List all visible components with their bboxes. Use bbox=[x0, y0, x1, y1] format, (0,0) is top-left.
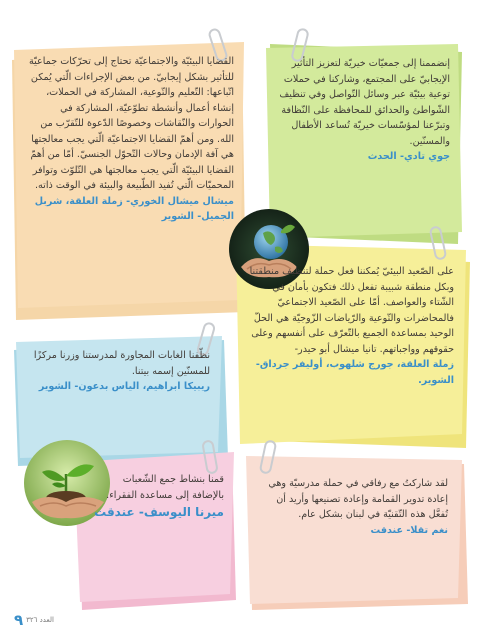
note-charity-campaigns bbox=[278, 56, 450, 226]
note-helping-the-poor bbox=[90, 472, 224, 590]
note-body: على الصّعيد البيئيّ يُمكننا فعل حملة لتنظيف منطقتنا وبكل منطقة شبيبة تفعل ذلك فتكون بأمان في الشّتاء والعواصف. أمّا على الصّعيد الاجتماعيّ فالمحاضرات والتّوعية والرّياضات الزّوجيّة هي الحلّ الوحيد بمساعدة الجميع بالتّعرّف على أنفسهم وعلى حقوقهم وواجباتهم. تانيا ميشال أبو حيدر- bbox=[249, 266, 454, 355]
note-social-environmental-issues bbox=[26, 54, 234, 294]
page-number: ٩ bbox=[14, 611, 24, 629]
note-forest-cleanup bbox=[30, 348, 210, 444]
page-footer bbox=[14, 609, 54, 631]
note-author: ميشال ميشال الخوري- زملة العلقة، شربل الجميل- الشوير bbox=[34, 195, 234, 222]
note-author: جوي تادي- الحدث bbox=[367, 151, 450, 162]
note-author: نغم تقلا- عندقت bbox=[370, 524, 448, 536]
note-body: إنضممنا إلى جمعيّات خيريّة لتعزيز التأثير الإيجابيّ على المجتمع، وشاركنا في حملات توعية بيئيّة عبر وسائل التّواصل وفي تنظيف الشّواطئ والحدائق للمحافظة على النّظافة وتبرّعنا لمؤسّسات خيريّة تُساعد الأطفال والمسنّين. bbox=[279, 58, 450, 147]
note-author: ريبيكا ابراهيم، الياس بدعون- الشوير bbox=[38, 381, 210, 392]
note-author: زملة العلقة، جورج شلهوب، أوليفر جرداق- الشوير. bbox=[255, 359, 454, 386]
note-body: لقد شاركتُ مع رفاقي في حملة مدرسيّة وهي إعادة تدوير القمامة وإعادة تصنيعها وأريد أن تُفعَّل هذه التّقنيّة في لبنان بشكل عام. bbox=[268, 478, 448, 520]
note-body: القضايا البيئيّة والاجتماعيّة تحتاج إلى تحرّكات جماعيّة للتأثير بشكل إيجابيّ. من بعض الإجراءات الّتي يُمكن اتّباعها: التّعليم والتّوعية، المشاركة في الحملات، إنشاء أعمال وأنشطة تطوّعيّة، المشاركة في الحوارات والنّقاشات وخصوصًا الدّعوة للتّقرّب من الله. ومن أهمّ القضايا الاجتماعيّة الّتي يجب معالجتها هي آفة الإدمان وحالات التّحوّل الجنسيّ. أمّا من أهمّ القضايا البيئيّة الّتي يجب معالجتها هي التّلوّث وتوافر المحميّات الّتي تُفيد الطّبيعة والبيئة في الوقت ذاته. bbox=[28, 56, 234, 191]
note-recycling-campaign bbox=[262, 476, 448, 590]
note-body: نظّفنا الغابات المجاورة لمدرستنا وزرنا مركزًا للمسنّين إسمه بيتنا. bbox=[33, 350, 210, 377]
note-author: ميرنا اليوسف- عندقت bbox=[94, 505, 224, 519]
note-body: قمنا بنشاط جمع الشّعبات بالإضافة إلى مساعدة الفقراء. bbox=[106, 474, 224, 501]
note-community-cleanup bbox=[248, 264, 454, 434]
issue-label: العدد ٣٢٦ bbox=[26, 616, 54, 624]
